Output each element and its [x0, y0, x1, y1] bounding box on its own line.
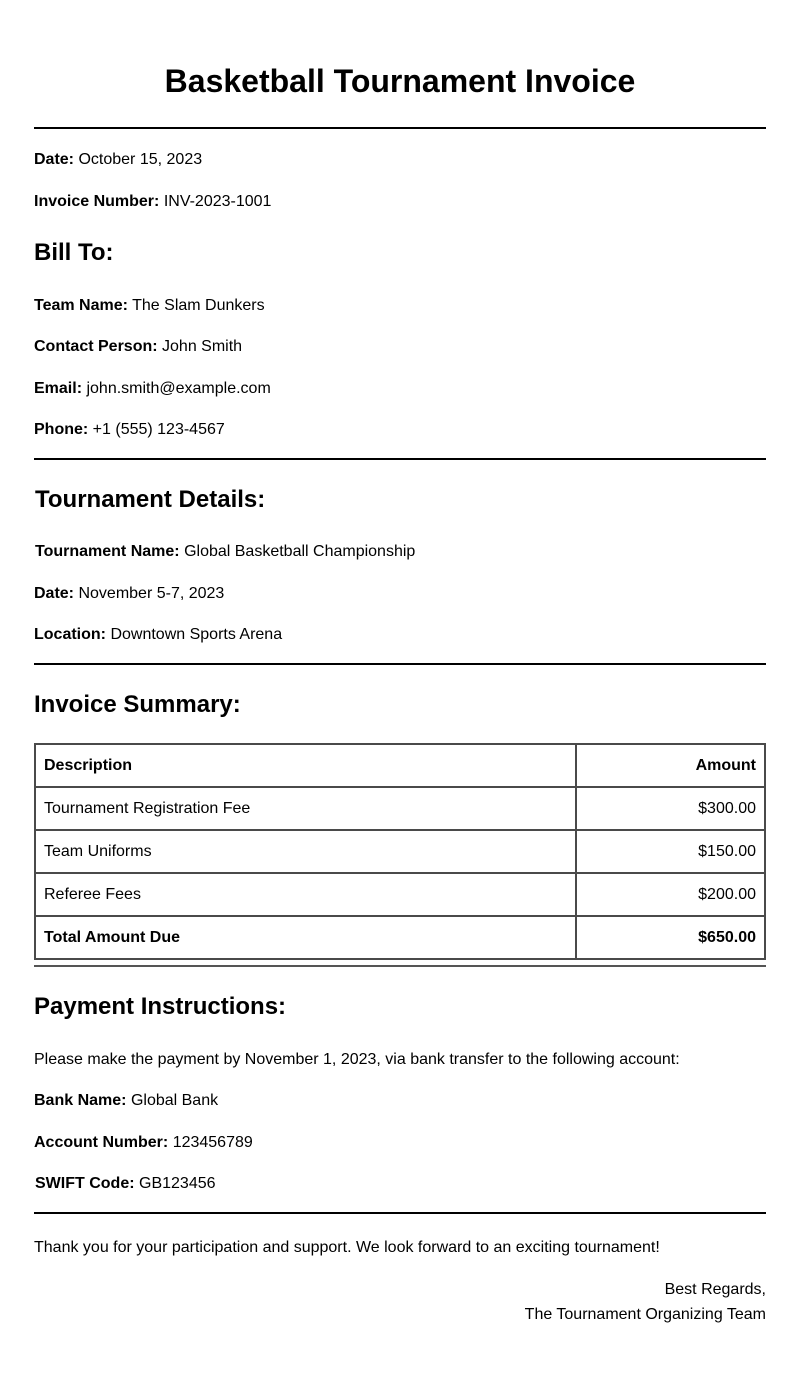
- bank-name-label: Bank Name:: [34, 1092, 127, 1109]
- tournament-location-value: Downtown Sports Arena: [110, 626, 283, 643]
- team-name-label: Team Name:: [34, 297, 128, 314]
- phone: [34, 420, 225, 440]
- tournament-date: [34, 584, 224, 604]
- phone-value: +1 (555) 123-4567: [92, 421, 225, 438]
- total-row: [35, 916, 765, 959]
- account-number-label: Account Number:: [34, 1134, 169, 1151]
- invoice-summary-heading: Invoice Summary:: [34, 691, 241, 718]
- table-row: [35, 787, 765, 830]
- payment-instructions-heading: Payment Instructions:: [34, 993, 287, 1020]
- swift-code-value: GB123456: [139, 1175, 216, 1192]
- total-label: Total Amount Due: [35, 916, 576, 959]
- tournament-location-label: Location:: [34, 626, 106, 643]
- row-amount: $150.00: [576, 830, 765, 873]
- row-amount: $200.00: [576, 873, 765, 916]
- invoice-date: [34, 150, 202, 170]
- team-name-value: The Slam Dunkers: [132, 297, 265, 314]
- row-amount: $300.00: [576, 787, 765, 830]
- invoice-number-value: INV-2023-1001: [163, 193, 272, 210]
- divider: [34, 663, 766, 665]
- email: [34, 379, 271, 399]
- team-name: [34, 296, 265, 316]
- bank-name-value: Global Bank: [130, 1092, 219, 1109]
- table-header-row: [35, 744, 765, 787]
- contact-person: [34, 337, 242, 357]
- swift-code-label: SWIFT Code:: [35, 1175, 135, 1192]
- payment-intro: Please make the payment by November 1, 2023, via bank transfer to the following account:: [34, 1051, 680, 1068]
- column-header-amount: Amount: [576, 744, 765, 787]
- total-value: $650.00: [576, 916, 765, 959]
- divider: [34, 458, 766, 460]
- bank-name: [34, 1091, 218, 1111]
- contact-person-value: John Smith: [162, 338, 243, 355]
- tournament-date-value: November 5-7, 2023: [78, 585, 225, 602]
- divider: [34, 1212, 766, 1214]
- thank-you-note: Thank you for your participation and support. We look forward to an exciting tournament!: [34, 1239, 660, 1256]
- row-description: Referee Fees: [35, 873, 576, 916]
- tournament-location: [34, 625, 282, 645]
- signature-text: The Tournament Organizing Team: [524, 1306, 766, 1323]
- account-number-value: 123456789: [172, 1134, 253, 1151]
- tournament-details-heading: Tournament Details:: [35, 486, 266, 513]
- contact-person-label: Contact Person:: [34, 338, 158, 355]
- invoice-number-label: Invoice Number:: [34, 193, 160, 210]
- email-label: Email:: [34, 380, 83, 397]
- invoice-date-label: Date:: [34, 151, 75, 168]
- invoice-date-value: October 15, 2023: [78, 151, 203, 168]
- row-description: Tournament Registration Fee: [35, 787, 576, 830]
- email-value: john.smith@example.com: [86, 380, 271, 397]
- invoice-title: Basketball Tournament Invoice: [164, 63, 636, 99]
- invoice-summary-table: [34, 743, 766, 960]
- tournament-name-label: Tournament Name:: [35, 543, 180, 560]
- tournament-name: [35, 542, 415, 562]
- divider: [34, 965, 766, 967]
- divider: [34, 127, 766, 129]
- tournament-date-label: Date:: [34, 585, 75, 602]
- invoice-number: [34, 192, 271, 212]
- column-header-description: Description: [35, 744, 576, 787]
- tournament-name-value: Global Basketball Championship: [184, 543, 416, 560]
- account-number: [34, 1133, 253, 1153]
- row-description: Team Uniforms: [35, 830, 576, 873]
- bill-to-heading: Bill To:: [34, 239, 114, 266]
- table-row: [35, 873, 765, 916]
- regards-text: Best Regards,: [664, 1281, 766, 1298]
- sign-off: [525, 1277, 766, 1327]
- table-row: [35, 830, 765, 873]
- phone-label: Phone:: [34, 421, 89, 438]
- swift-code: [35, 1174, 216, 1194]
